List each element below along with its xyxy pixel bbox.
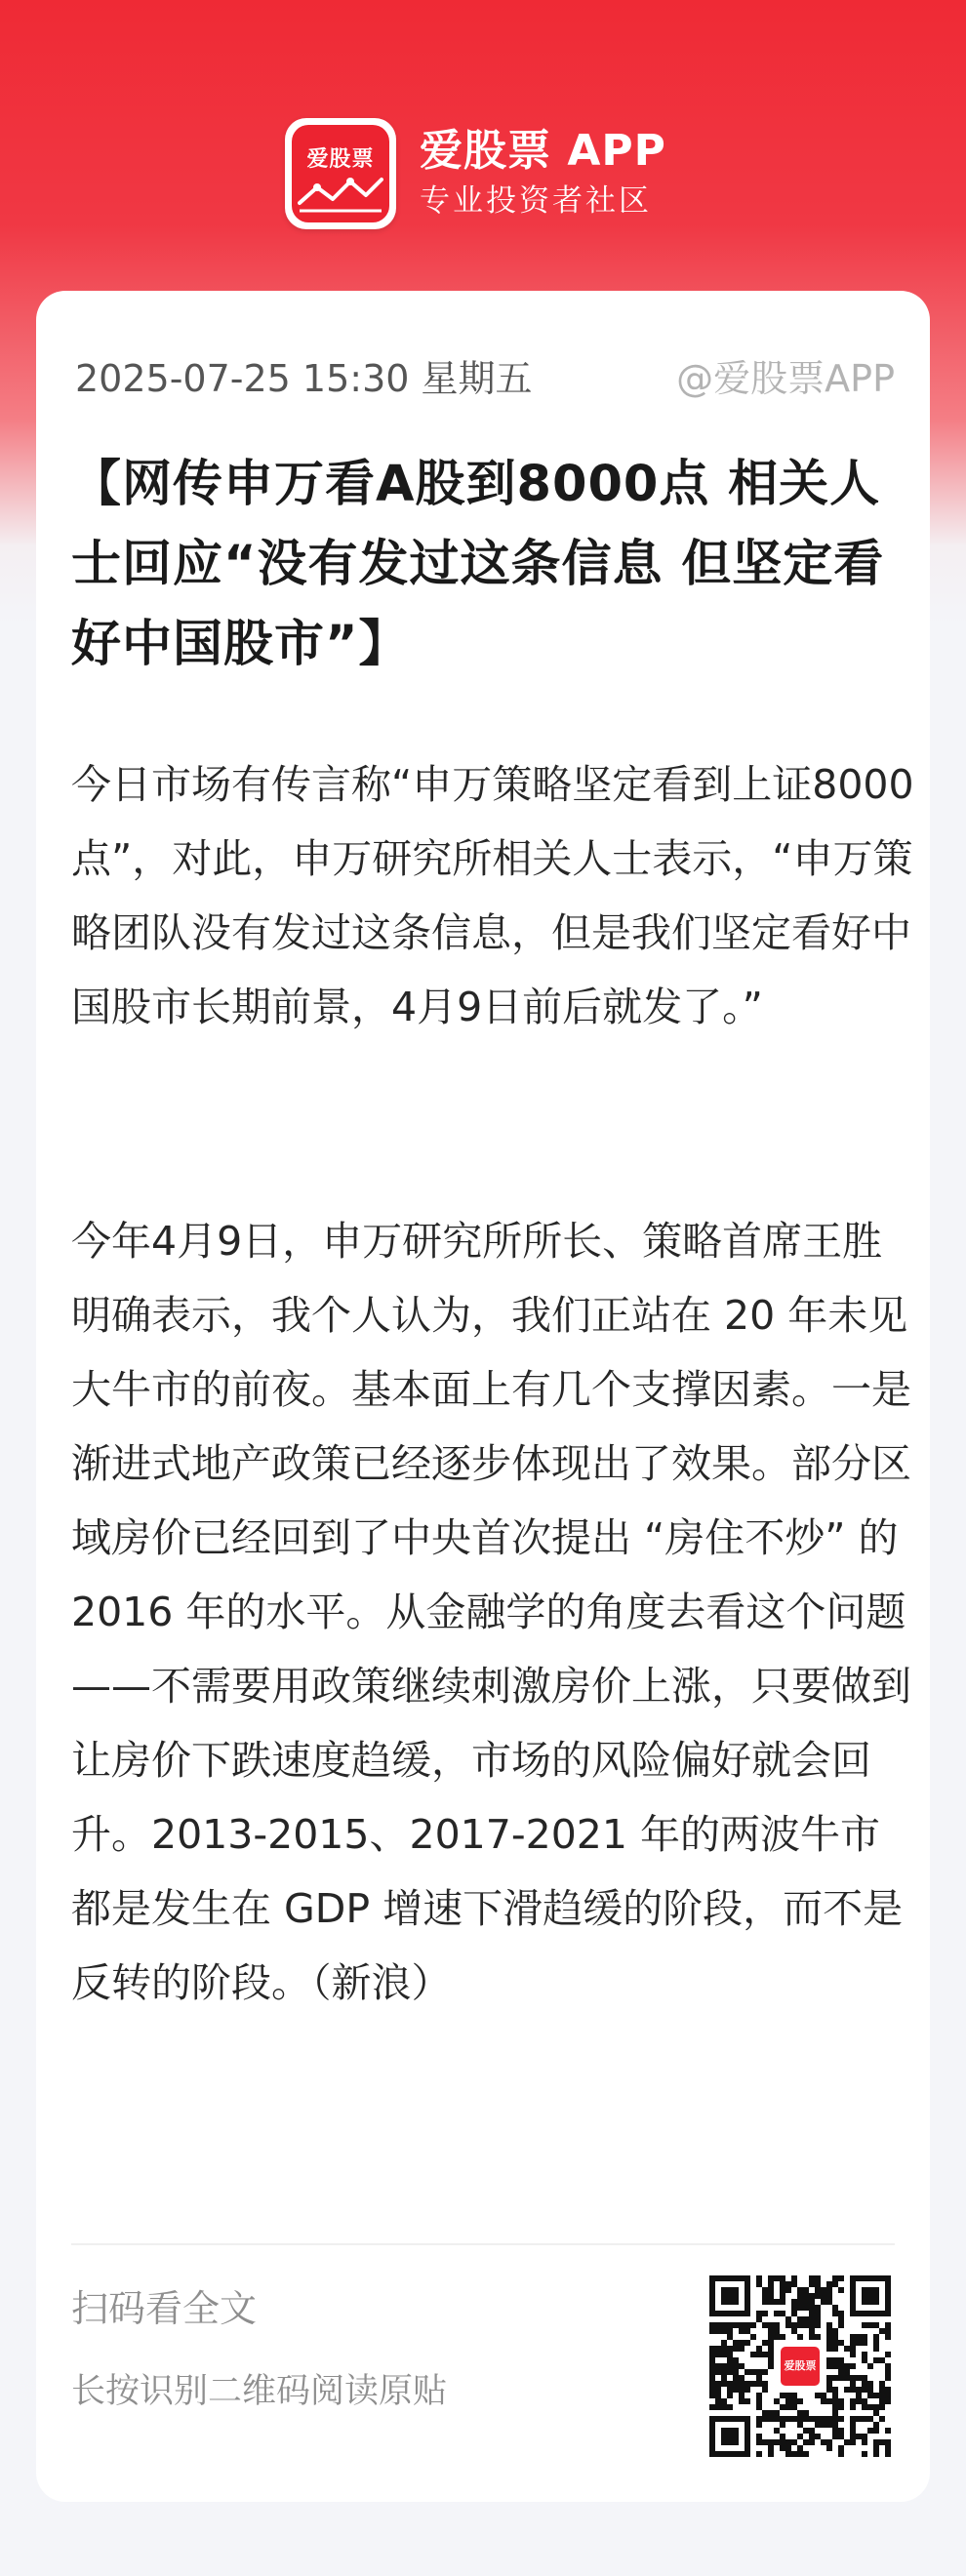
brand-header [285, 115, 666, 232]
app-tagline: 专业投资者社区 [420, 183, 652, 219]
article-paragraph-2: 今年4月9日，申万研究所所长、策略首席王胜明确表示，我个人认为，我们正站在 20 年未见大牛市的前夜。基本面上有几个支撑因素。一是渐进式地产政策已经逐步体现出了效果。部分区域房价已经回到了中央首次提出 “房住不炒” 的 2016 年的水平。从金融学的角度去看这个问题——不需要用政策继续刺激房价上涨，只要做到让房价下跌速度趋缓，市场的风险偏好就会回升。2013-2015、2017-2021 年的两波牛市都是发生在 GDP 增速下滑趋缓的阶段，而不是反转的阶段。（新浪） [71, 1218, 911, 2006]
article-paragraph-1: 今日市场有传言称“申万策略坚定看到上证8000点”，对此，申万研究所相关人士表示，“申万策略团队没有发过这条信息，但是我们坚定看好中国股市长期前景，4月9日前后就发了。” [71, 761, 914, 1030]
brand-text [420, 124, 666, 223]
app-name: 爱股票 APP [420, 126, 666, 176]
publish-datetime: 2025-07-25 15:30 星期五 [75, 356, 533, 400]
article-meta [75, 352, 895, 400]
qr-code[interactable] [709, 2275, 891, 2457]
logo-badge [292, 125, 389, 222]
chart-trend-icon [298, 174, 383, 213]
app-logo [285, 118, 396, 229]
article-card [36, 291, 930, 2502]
article-title: 【网传申万看A股到8000点 相关人士回应“没有发过这条信息 但坚定看好中国股市”】 [71, 456, 885, 673]
scan-hint: 长按识别二维码阅读原贴 [71, 2372, 448, 2411]
source-handle: @爱股票APP [676, 356, 895, 400]
divider [71, 2243, 895, 2245]
qr-logo-badge: 爱股票 [778, 2344, 823, 2389]
scan-label: 扫码看全文 [71, 2287, 258, 2330]
logo-text: 爱股票 [306, 147, 375, 172]
